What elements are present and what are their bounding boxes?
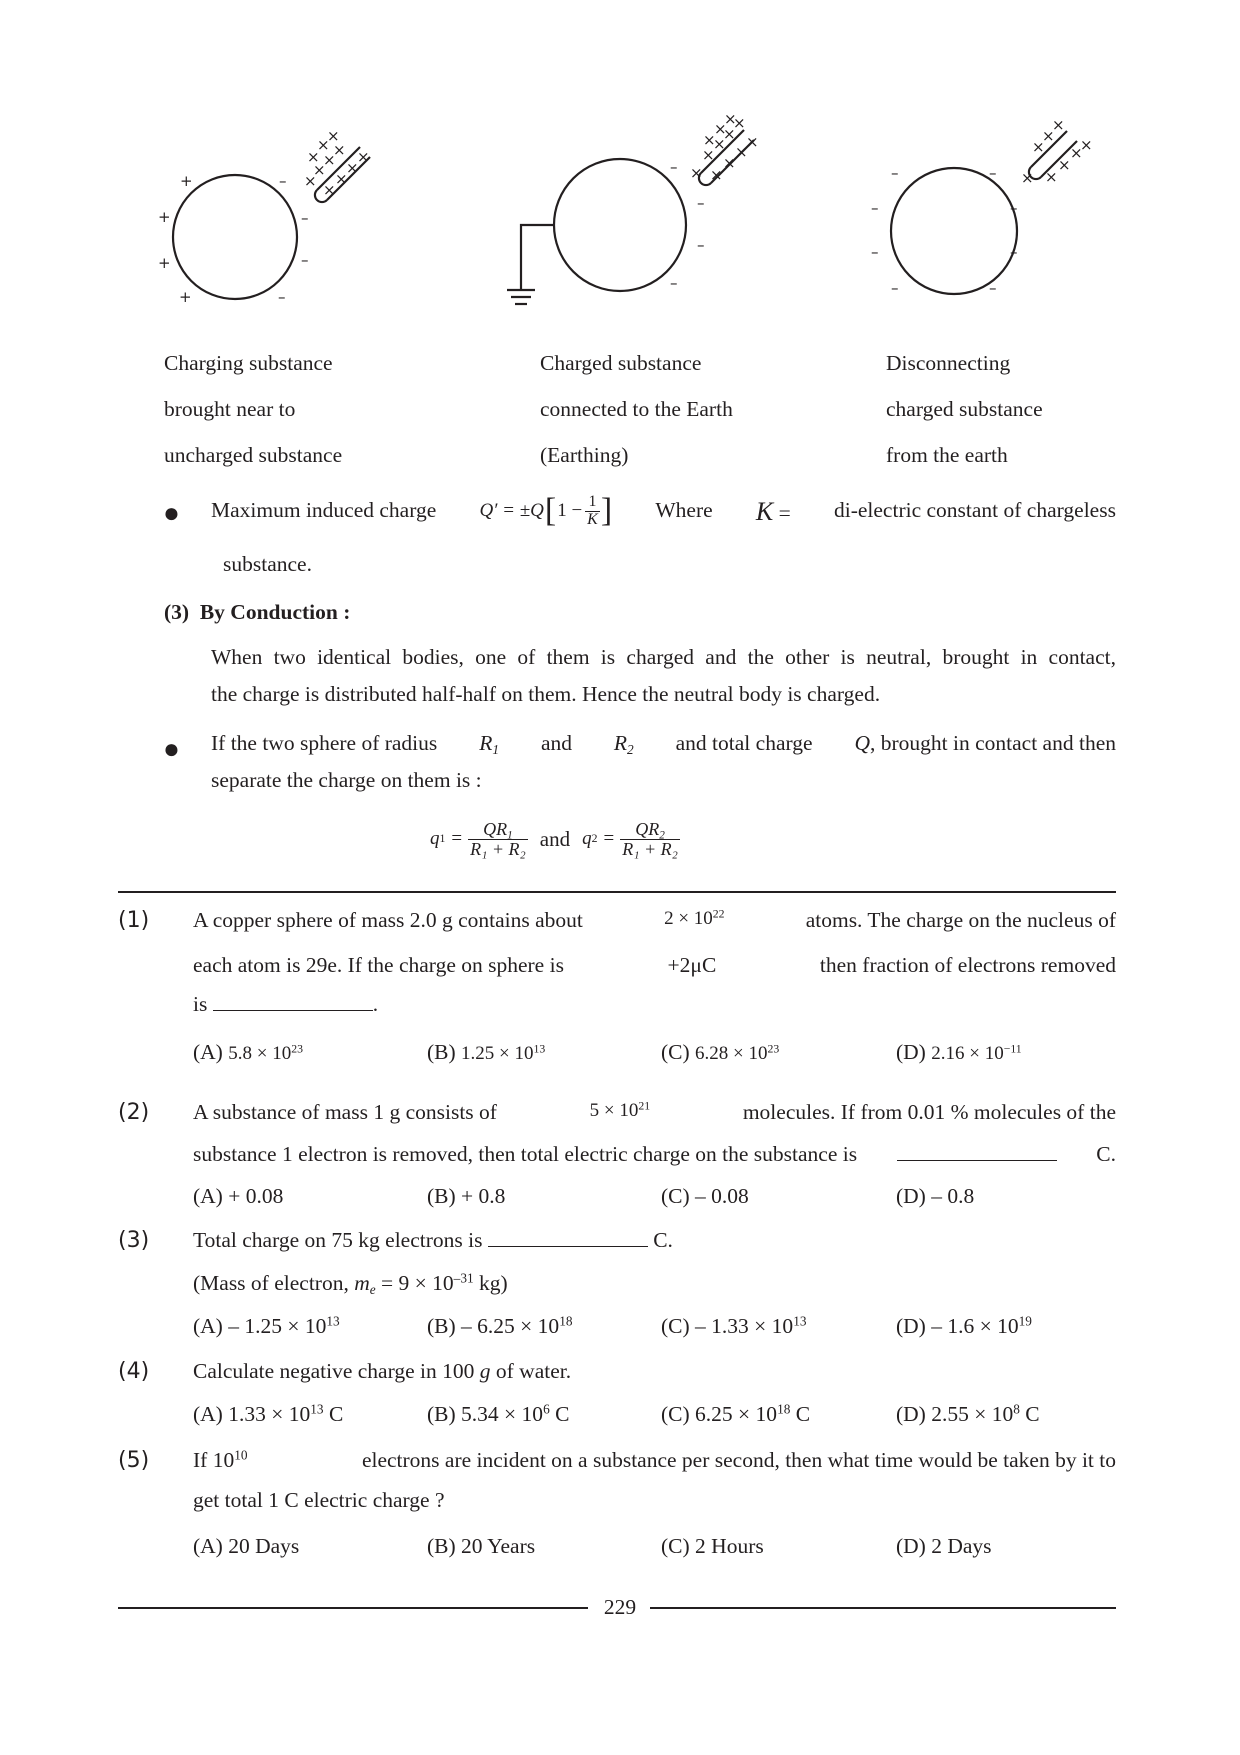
svg-text:×: × <box>735 143 748 161</box>
svg-text:×: × <box>702 146 715 164</box>
option-a[interactable]: (A) 20 Days <box>193 1534 300 1558</box>
svg-text:–: – <box>891 164 899 182</box>
induced-desc: di-electric constant of chargeless <box>833 498 1116 523</box>
svg-text:–: – <box>301 251 309 269</box>
svg-text:×: × <box>313 161 326 179</box>
svg-text:×: × <box>1080 136 1093 154</box>
svg-text:–: – <box>278 288 286 306</box>
svg-text:×: × <box>323 151 336 169</box>
charge-distribution-formula: q 1 = $\frac{QR_1}{\text{R₁ + R₂}}$ and q 2 = $\frac{QR_2}{\text{R₁ + R₂}}$ <box>430 819 678 859</box>
figure-disconnected-sphere <box>891 131 1077 294</box>
svg-text:–: – <box>279 172 287 190</box>
section-para-line2: the charge is distributed half-half on them. Hence the neutral body is charged. <box>211 682 881 706</box>
option-c[interactable]: (C) $6.28 \times 10^{23}$ <box>661 1040 780 1064</box>
divider-rule <box>118 891 1116 893</box>
svg-text:–: – <box>871 243 879 261</box>
option-b[interactable]: (B) $1.25 \times 10^{13}$ <box>427 1040 546 1064</box>
figure-caption-2: Charged substance connected to the Earth (Earthing) <box>540 351 733 467</box>
bullet-icon: ● <box>163 734 180 765</box>
spheres-line2: separate the charge on them is : <box>211 768 482 792</box>
section-para-line1: When two identical bodies, one of them is charged and the other is neutral, brought in contact, <box>211 645 1116 669</box>
induced-where: Where <box>655 498 713 523</box>
svg-text:×: × <box>713 135 726 153</box>
figure-caption-3: Disconnecting charged substance from the earth <box>886 351 1043 467</box>
svg-text:×: × <box>1045 168 1058 186</box>
svg-text:×: × <box>703 131 716 149</box>
section-heading <box>164 600 350 626</box>
svg-text:×: × <box>724 110 737 128</box>
q3-line2: (Mass of electron, $m_e = 9 \times 10^{-31}$ kg) <box>193 1270 508 1297</box>
q5-line2: get total 1 C electric charge ? <box>193 1488 445 1512</box>
svg-text:×: × <box>307 148 320 166</box>
svg-text:–: – <box>697 236 705 254</box>
svg-text:×: × <box>1021 169 1034 187</box>
answer-blank <box>213 1009 373 1011</box>
q1-line1: A copper sphere of mass 2.0 g contains about $2 \times 10^{22}$ atoms. The charge on the nucleus of <box>193 907 1116 932</box>
svg-text:×: × <box>723 125 736 143</box>
svg-text:×: × <box>1070 144 1083 162</box>
q5-line1: If $10^{10}$ electrons are incident on a substance per second, then what time would be taken by it to <box>193 1447 1116 1472</box>
option-c[interactable]: (C) 2 Hours <box>661 1534 764 1558</box>
svg-text:×: × <box>346 159 359 177</box>
svg-text:–: – <box>891 279 899 297</box>
option-d[interactable]: (D) – 0.8 <box>896 1184 975 1208</box>
svg-text:+: + <box>179 288 192 306</box>
question-number: (1) <box>118 908 150 933</box>
footer-rule-right <box>650 1607 1116 1609</box>
svg-text:–: – <box>301 209 309 227</box>
option-c[interactable]: (C) – 0.08 <box>661 1184 749 1208</box>
option-d[interactable]: (D) $2.55 \times 10^8$ C <box>896 1401 1040 1426</box>
svg-text:–: – <box>871 199 879 217</box>
svg-text:×: × <box>746 133 759 151</box>
svg-text:×: × <box>1032 138 1045 156</box>
spheres-line1: If the two sphere of radius $R_1$ and $R_2$ and total charge Q, brought in contact and then <box>211 731 1116 757</box>
section-title: By Conduction : <box>199 600 351 624</box>
svg-text:–: – <box>989 279 997 297</box>
svg-text:×: × <box>1042 127 1055 145</box>
plus-mark: + <box>180 172 193 190</box>
footer-rule-left <box>118 1607 588 1609</box>
svg-text:–: – <box>989 164 997 182</box>
option-a[interactable]: (A) + 0.08 <box>193 1184 284 1208</box>
q2-line1: A substance of mass 1 g consists of $5 \times 10^{21}$ molecules. If from 0.01 % molecules of the <box>193 1099 1116 1124</box>
q1-line2: each atom is 29e. If the charge on sphere is +2μC then fraction of electrons removed <box>193 953 1116 977</box>
svg-text:×: × <box>327 127 340 145</box>
induced-cont: substance. <box>223 552 312 576</box>
svg-text:–: – <box>1010 199 1018 217</box>
option-c[interactable]: $(C) - 1.33 \times 10^{13}$ <box>661 1313 807 1338</box>
answer-blank <box>488 1245 648 1247</box>
svg-text:×: × <box>317 136 330 154</box>
q1-line3: is . <box>193 992 379 1016</box>
svg-text:–: – <box>1010 243 1018 261</box>
svg-text:×: × <box>714 120 727 138</box>
question-number: (5) <box>118 1448 150 1473</box>
induced-charge-line: Maximum induced charge Q′ = ±Q [ 1 − $\frac{1}{K}$ ] Where K = di-electric constant of chargeless <box>211 492 1116 530</box>
question-number: (2) <box>118 1100 150 1125</box>
svg-text:+: + <box>158 254 171 272</box>
figure-earthed-sphere <box>507 130 754 304</box>
induced-lead: Maximum induced charge <box>211 498 437 523</box>
induction-figures <box>0 0 1240 330</box>
svg-text:–: – <box>670 274 678 292</box>
option-b[interactable]: (B) $5.34 \times 10^6$ C <box>427 1401 570 1426</box>
svg-text:×: × <box>690 164 703 182</box>
option-d[interactable]: $(D) - 1.6 \times 10^{19}$ <box>896 1313 1032 1338</box>
option-b[interactable]: (B) + 0.8 <box>427 1184 506 1208</box>
svg-text:×: × <box>335 170 348 188</box>
svg-text:×: × <box>1052 116 1065 134</box>
svg-text:×: × <box>723 154 736 172</box>
svg-text:×: × <box>733 114 746 132</box>
q2-line2: substance 1 electron is removed, then total electric charge on the substance is C. <box>193 1142 1116 1166</box>
figure-caption-1: Charging substance brought near to uncharged substance <box>164 351 343 467</box>
option-b[interactable]: (B) 20 Years <box>427 1534 536 1558</box>
bullet-icon: ● <box>163 498 180 529</box>
svg-text:×: × <box>1058 156 1071 174</box>
section-number: (3) <box>164 600 190 624</box>
answer-blank <box>897 1159 1057 1161</box>
svg-text:–: – <box>697 194 705 212</box>
svg-text:×: × <box>323 181 336 199</box>
option-d[interactable]: (D) $2.16 \times 10^{-11}$ <box>896 1040 1022 1064</box>
question-number: (4) <box>118 1359 150 1384</box>
option-a[interactable]: (A) $1.33 \times 10^{13}$ C <box>193 1401 344 1426</box>
q3-line1: Total charge on 75 kg electrons is C. <box>193 1228 673 1252</box>
svg-text:×: × <box>710 166 723 184</box>
page-number: 229 <box>603 1595 637 1619</box>
svg-text:×: × <box>357 148 370 166</box>
svg-text:+: + <box>158 208 171 226</box>
option-a[interactable]: (A) $5.8 \times 10^{23}$ <box>193 1040 303 1064</box>
option-c[interactable]: (C) $6.25 \times 10^{18}$ C <box>661 1401 811 1426</box>
svg-text:–: – <box>670 158 678 176</box>
svg-text:×: × <box>333 141 346 159</box>
k-symbol: K <box>755 496 774 526</box>
induced-formula: Q′ = ±Q [ 1 − $\frac{1}{K}$ ] <box>479 492 613 530</box>
svg-text:×: × <box>304 172 317 190</box>
option-a[interactable]: $(A) - 1.25 \times 10^{13}$ <box>193 1313 340 1338</box>
q4-line1: Calculate negative charge in 100 g of water. <box>193 1359 572 1383</box>
option-b[interactable]: $(B) - 6.25 \times 10^{18}$ <box>427 1313 573 1338</box>
question-number: (3) <box>118 1228 150 1253</box>
option-d[interactable]: (D) 2 Days <box>896 1534 992 1558</box>
